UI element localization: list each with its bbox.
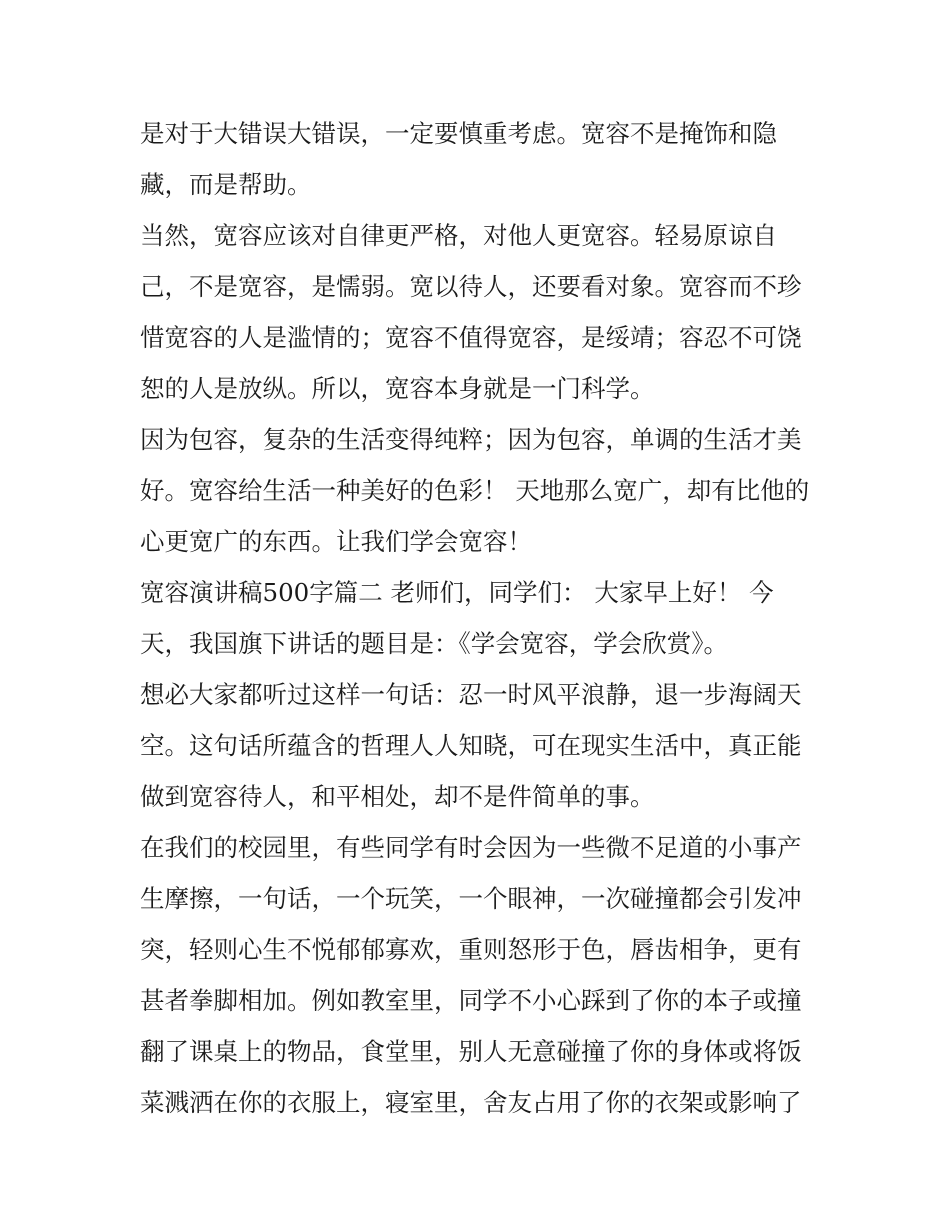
paragraph-6: 在我们的校园里，有些同学有时会因为一些微不足道的小事产生摩擦，一句话，一个玩笑，一个眼神，一次碰撞都会引发冲突，轻则心生不悦郁郁寡欢，重则怒形于色，唇齿相争，更有甚者拳脚相加。例如教室里，同学不小心踩到了你的本子或撞翻了课桌上的物品，食堂里，别人无意碰撞了你的身体或将饭菜溅洒在你的衣服上，寝室里，舍友占用了你的衣架或影响了 — [140, 833, 802, 1117]
paragraph-2: 当然，宽容应该对自律更严格，对他人更宽容。轻易原谅自己，不是宽容，是懦弱。宽以待人，还要看对象。宽容而不珍惜宽容的人是滥情的；宽容不值得宽容，是绥靖；容忍不可饶恕的人是放纵。所以，宽容本身就是一门科学。 — [140, 221, 802, 403]
document-body — [140, 108, 820, 1128]
paragraph-5: 想必大家都听过这样一句话：忍一时风平浪静，退一步海阔天空。这句话所蕴含的哲理人人知晓，可在现实生活中，真正能做到宽容待人，和平相处，却不是件简单的事。 — [140, 680, 802, 811]
paragraph-3: 因为包容，复杂的生活变得纯粹；因为包容，单调的生活才美好。宽容给生活一种美好的色彩！ 天地那么宽广，却有比他的心更宽广的东西。让我们学会宽容！ — [140, 425, 810, 556]
paragraph-1: 是对于大错误大错误，一定要慎重考虑。宽容不是掩饰和隐藏，而是帮助。 — [140, 119, 777, 199]
paragraph-4: 宽容演讲稿500字篇二 老师们，同学们： 大家早上好！ 今天，我国旗下讲话的题目是：《学会宽容，学会欣赏》。 — [140, 578, 774, 658]
